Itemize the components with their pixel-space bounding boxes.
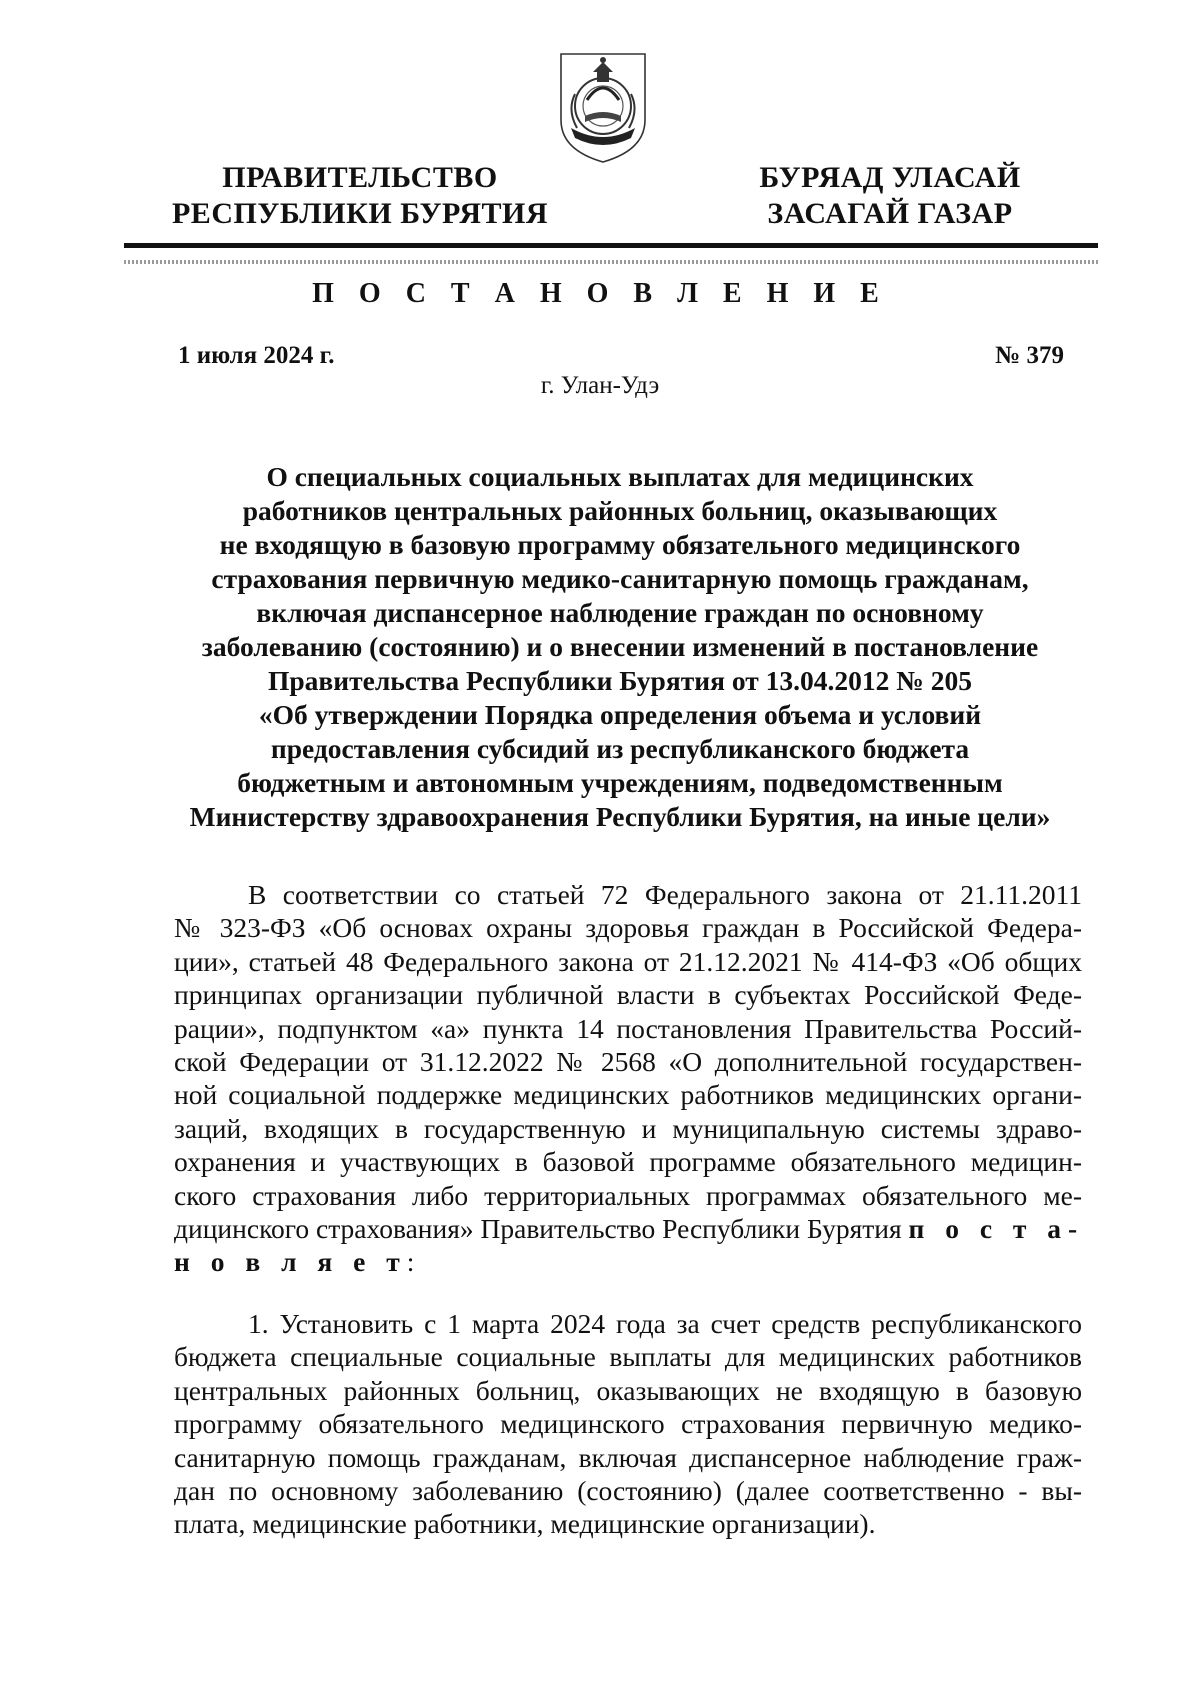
resolves-keyword-part-1: п о с т а- [908,1213,1085,1245]
paragraph-line: плата, медицинские работники, медицинские организации). [174,1508,876,1540]
document-date: 1 июля 2024 г. [178,342,335,369]
resolves-keyword-part-2: н о в л я е т [174,1246,407,1278]
paragraph-line: программу обязательного медицинского страхования первичную медико- [174,1408,1082,1440]
title-line: бюджетным и автономным учреждениям, подведомственным [237,767,1003,798]
paragraph-line [174,1245,1082,1278]
document-title [160,460,1080,834]
paragraph-line: рации», подпунктом «а» пункта 14 постановления Правительства Россий- [174,1012,1082,1044]
government-name-russian [170,160,550,232]
paragraph-line: 1. Установить с 1 марта 2024 года за счет средств республиканского [248,1308,1082,1339]
paragraph-line: ции», статьей 48 Федерального закона от 21.12.2021 № 414-ФЗ «Об общих [174,945,1082,977]
paragraph-line-tail: : [406,1246,415,1278]
paragraph-line: центральных районных больниц, оказывающих не входящую в базовую [174,1374,1082,1406]
title-line: Правительства Республики Бурятия от 13.04.2012 № 205 [267,665,972,696]
title-line: страхования первичную медико-санитарную помощь гражданам, [211,563,1029,594]
paragraph-line: ского страхования либо территориальных программах обязательного ме- [174,1179,1082,1211]
paragraph-line: ской Федерации от 31.12.2022 № 2568 «О дополнительной государствен- [174,1046,1082,1078]
title-line: «Об утверждении Порядка определения объема и условий [258,699,982,730]
government-name-buryat [740,160,1040,232]
paragraph-line: № 323-ФЗ «Об основах охраны здоровья граждан в Российской Федера- [174,912,1082,944]
header-right-line-2: ЗАСАГАЙ ГАЗАР [767,197,1013,230]
coat-of-arms-icon [557,50,649,166]
paragraph-line [174,1212,1085,1245]
paragraph-line: санитарную помощь гражданам, включая диспансерное наблюдение граж- [174,1441,1082,1473]
paragraph-line: бюджета специальные социальные выплаты для медицинских работников [174,1341,1082,1373]
document-city: г. Улан-Удэ [540,372,660,399]
title-line: работников центральных районных больниц, оказывающих [242,495,998,526]
header-left-line-2: РЕСПУБЛИКИ БУРЯТИЯ [171,197,549,230]
preamble-paragraph [174,878,1085,1279]
paragraph-line: принципах организации публичной власти в субъектах Российской Феде- [174,979,1082,1011]
paragraph-line: ной социальной поддержке медицинских работников медицинских органи- [174,1079,1082,1111]
document-type: П О С Т А Н О В Л Е Н И Е [312,278,888,309]
paragraph-line: заций, входящих в государственную и муниципальную системы здраво- [174,1112,1082,1144]
title-line: предоставления субсидий из республиканского бюджета [270,733,970,764]
title-line: включая диспансерное наблюдение граждан по основному [256,597,984,628]
paragraph-line: дан по основному заболеванию (состоянию) (далее соответственно - вы- [174,1475,1082,1507]
title-line: заболеванию (состоянию) и о внесении изменений в постановление [201,631,1039,662]
header-divider [124,243,1098,248]
header-left-line-1: ПРАВИТЕЛЬСТВО [222,161,498,194]
document-number: № 379 [995,342,1064,369]
paragraph-line: В соответствии со статьей 72 Федерального закона от 21.11.2011 [248,879,1082,910]
header-right-line-1: БУРЯАД УЛАСАЙ [759,161,1021,194]
title-line: не входящую в базовую программу обязательного медицинского [219,529,1021,560]
title-line: О специальных социальных выплатах для медицинских [266,461,974,492]
clause-1-paragraph [174,1307,1082,1541]
paragraph-line: охранения и участвующих в базовой программе обязательного медицин- [174,1146,1082,1178]
title-line: Министерству здравоохранения Республики Бурятия, на иные цели» [189,801,1051,832]
paragraph-line-text: дицинского страхования» Правительство Республики Бурятия [174,1213,902,1245]
header-dotted-divider [124,260,1098,264]
